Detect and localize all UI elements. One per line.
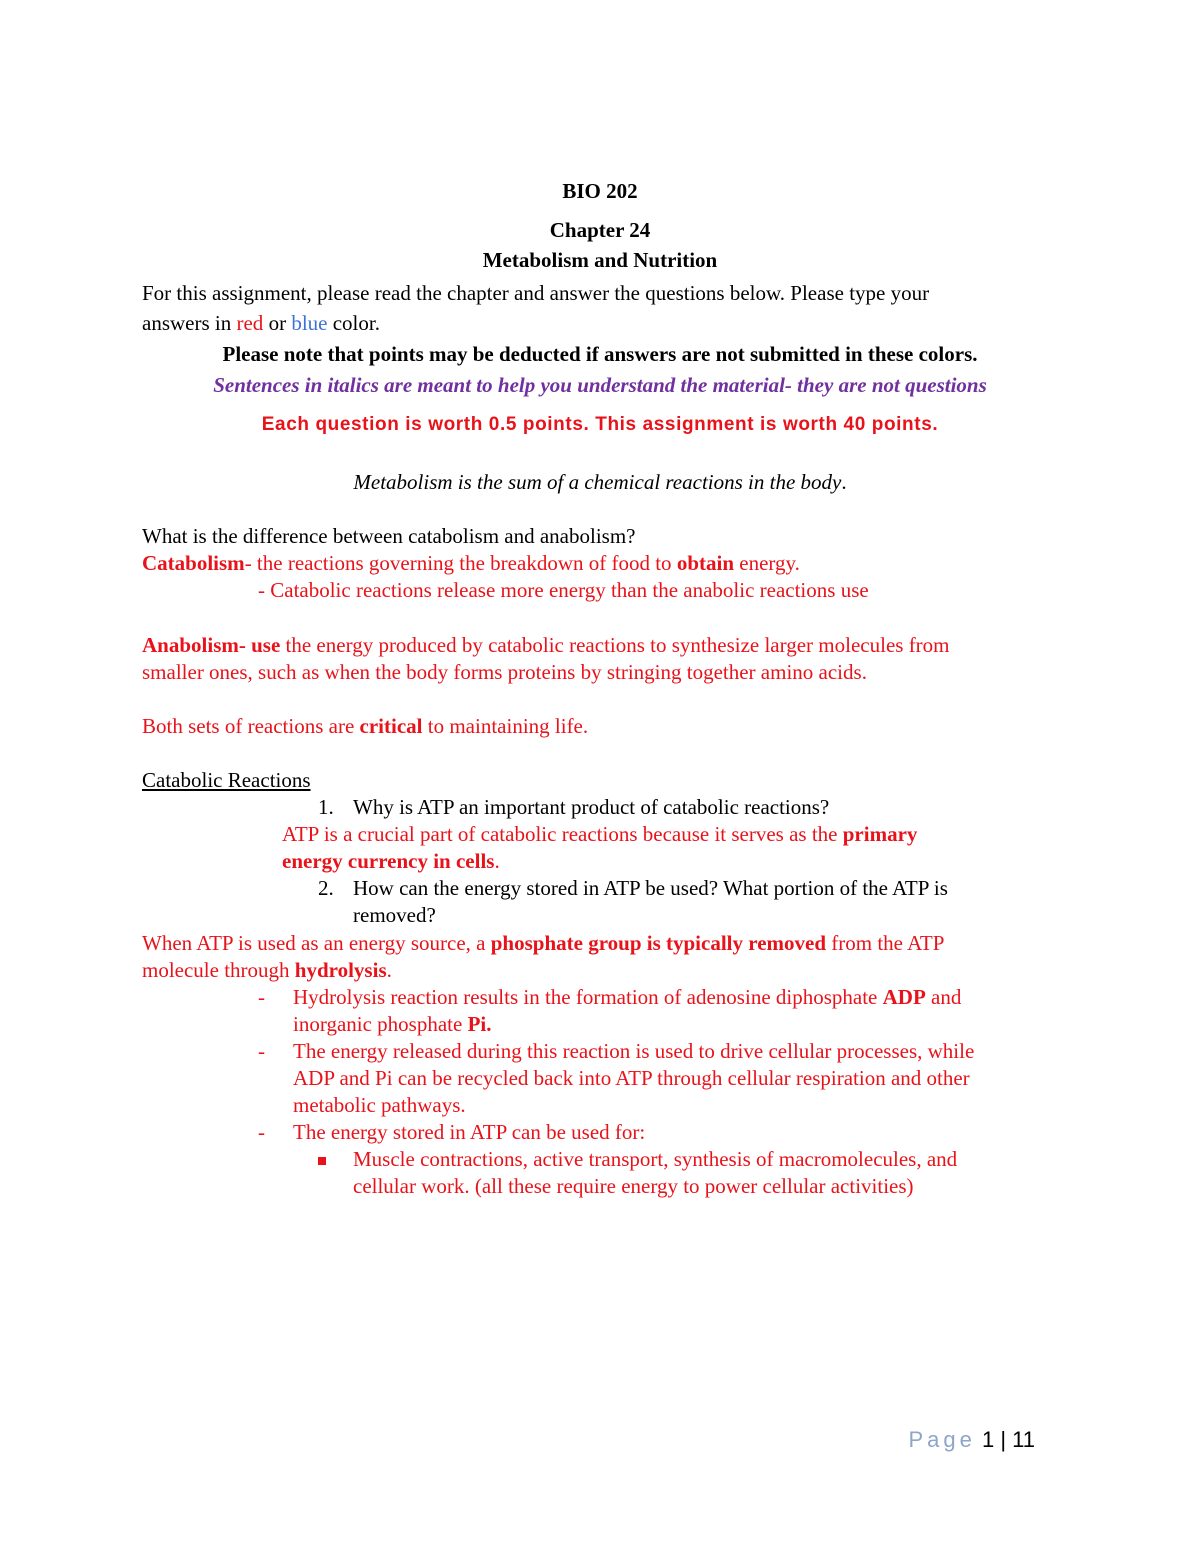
topic-title: Metabolism and Nutrition bbox=[482, 248, 718, 272]
both-reactions bbox=[142, 713, 588, 740]
q1-answer-text: ATP is a crucial part of catabolic reactions because it serves as the bbox=[282, 822, 843, 846]
bullet-3-line-1: The energy stored in ATP can be used for: bbox=[293, 1120, 646, 1144]
bullet-1-text: Hydrolysis reaction results in the formation of adenosine diphosphate bbox=[293, 985, 883, 1009]
bullet-1-text-end: and bbox=[925, 985, 962, 1009]
metabolism-intro bbox=[0, 469, 1200, 496]
page-number: 1 bbox=[981, 1427, 995, 1452]
metabolism-intro-text: Metabolism is the sum of a chemical reactions in the body bbox=[353, 470, 842, 494]
q2-number: 2. bbox=[318, 876, 334, 900]
bullet-1-text-2: inorganic phosphate bbox=[293, 1012, 468, 1036]
q1-answer-line-2 bbox=[282, 848, 500, 875]
points-note: Each question is worth 0.5 points. This assignment is worth 40 points. bbox=[261, 414, 939, 435]
instructions-line-2 bbox=[142, 310, 380, 337]
bullet-1-line-1 bbox=[293, 984, 961, 1011]
both-text: Both sets of reactions are bbox=[142, 714, 360, 738]
italics-note: Sentences in italics are meant to help you understand the material- they are not questions bbox=[213, 373, 987, 397]
bullet-dash-3: - bbox=[258, 1120, 265, 1144]
q1-answer-line-1 bbox=[282, 821, 917, 848]
catabolism-term: Catabolism bbox=[142, 551, 245, 575]
page-separator: | bbox=[994, 1427, 1013, 1452]
q1-answer-bold-2: energy currency in cells bbox=[282, 849, 495, 873]
a2-bold-2: hydrolysis bbox=[294, 958, 387, 982]
a2-text-end: from the ATP bbox=[826, 931, 945, 955]
bullet-1-bold-2: Pi. bbox=[467, 1012, 492, 1036]
catabolism-sub: - Catabolic reactions release more energy than the anabolic reactions use bbox=[258, 578, 869, 602]
a2-bold: phosphate group is typically removed bbox=[490, 931, 827, 955]
q2-text-line-1: How can the energy stored in ATP be used? What portion of the ATP is bbox=[353, 876, 948, 900]
section-title: Catabolic Reactions bbox=[142, 768, 311, 792]
anabolism-line-1 bbox=[142, 632, 950, 659]
page-footer bbox=[880, 1427, 1035, 1453]
colors-note: Please note that points may be deducted if answers are not submitted in these colors. bbox=[222, 342, 978, 366]
anabolism-text: the energy produced by catabolic reactions to synthesize larger molecules from bbox=[280, 633, 950, 657]
chapter-title: Chapter 24 bbox=[549, 218, 651, 242]
bullet-dash-2: - bbox=[258, 1039, 265, 1063]
page-word: Page bbox=[908, 1427, 976, 1452]
bullet-1-line-2 bbox=[293, 1011, 492, 1038]
bullet-2-line-1: The energy released during this reaction is used to drive cellular processes, while bbox=[293, 1039, 975, 1063]
q1-text: Why is ATP an important product of catabolic reactions? bbox=[353, 795, 830, 819]
metabolism-intro-period: . bbox=[841, 470, 847, 494]
anabolism-term: Anabolism- use bbox=[142, 633, 281, 657]
a2-line-2 bbox=[142, 957, 392, 984]
catabolism-answer bbox=[142, 550, 800, 577]
a2-text-2: molecule through bbox=[142, 958, 295, 982]
q1-answer-period: . bbox=[494, 849, 500, 873]
a2-period: . bbox=[386, 958, 392, 982]
instructions-line-1: For this assignment, please read the chapter and answer the questions below. Please type your bbox=[142, 281, 930, 305]
course-title: BIO 202 bbox=[562, 179, 638, 203]
bullet-2-line-2: ADP and Pi can be recycled back into ATP through cellular respiration and other bbox=[293, 1066, 970, 1090]
instructions-text: answers in bbox=[142, 311, 237, 335]
anabolism-line-2: smaller ones, such as when the body forms proteins by stringing together amino acids. bbox=[142, 660, 867, 684]
both-bold: critical bbox=[359, 714, 423, 738]
square-bullet-icon bbox=[318, 1146, 326, 1173]
sub-bullet-line-1: Muscle contractions, active transport, synthesis of macromolecules, and bbox=[353, 1147, 958, 1171]
blue-word: blue bbox=[291, 311, 328, 335]
catabolism-text-end: energy. bbox=[734, 551, 800, 575]
instructions-or: or bbox=[263, 311, 292, 335]
q1-number: 1. bbox=[318, 795, 334, 819]
instructions-color: color. bbox=[327, 311, 380, 335]
sub-bullet-line-2: cellular work. (all these require energy to power cellular activities) bbox=[353, 1174, 914, 1198]
bullet-1-bold: ADP bbox=[882, 985, 926, 1009]
red-word: red bbox=[236, 311, 264, 335]
catabolism-text: - the reactions governing the breakdown of food to bbox=[244, 551, 677, 575]
q1-answer-bold: primary bbox=[842, 822, 918, 846]
a2-line-1 bbox=[142, 930, 944, 957]
a2-text: When ATP is used as an energy source, a bbox=[142, 931, 491, 955]
catabolism-bold: obtain bbox=[676, 551, 734, 575]
bullet-2-line-3: metabolic pathways. bbox=[293, 1093, 466, 1117]
q2-text-line-2: removed? bbox=[353, 903, 436, 927]
page-total: 11 bbox=[1012, 1427, 1035, 1452]
difference-question: What is the difference between catabolism and anabolism? bbox=[142, 524, 636, 548]
bullet-dash-1: - bbox=[258, 985, 265, 1009]
both-text-end: to maintaining life. bbox=[422, 714, 589, 738]
